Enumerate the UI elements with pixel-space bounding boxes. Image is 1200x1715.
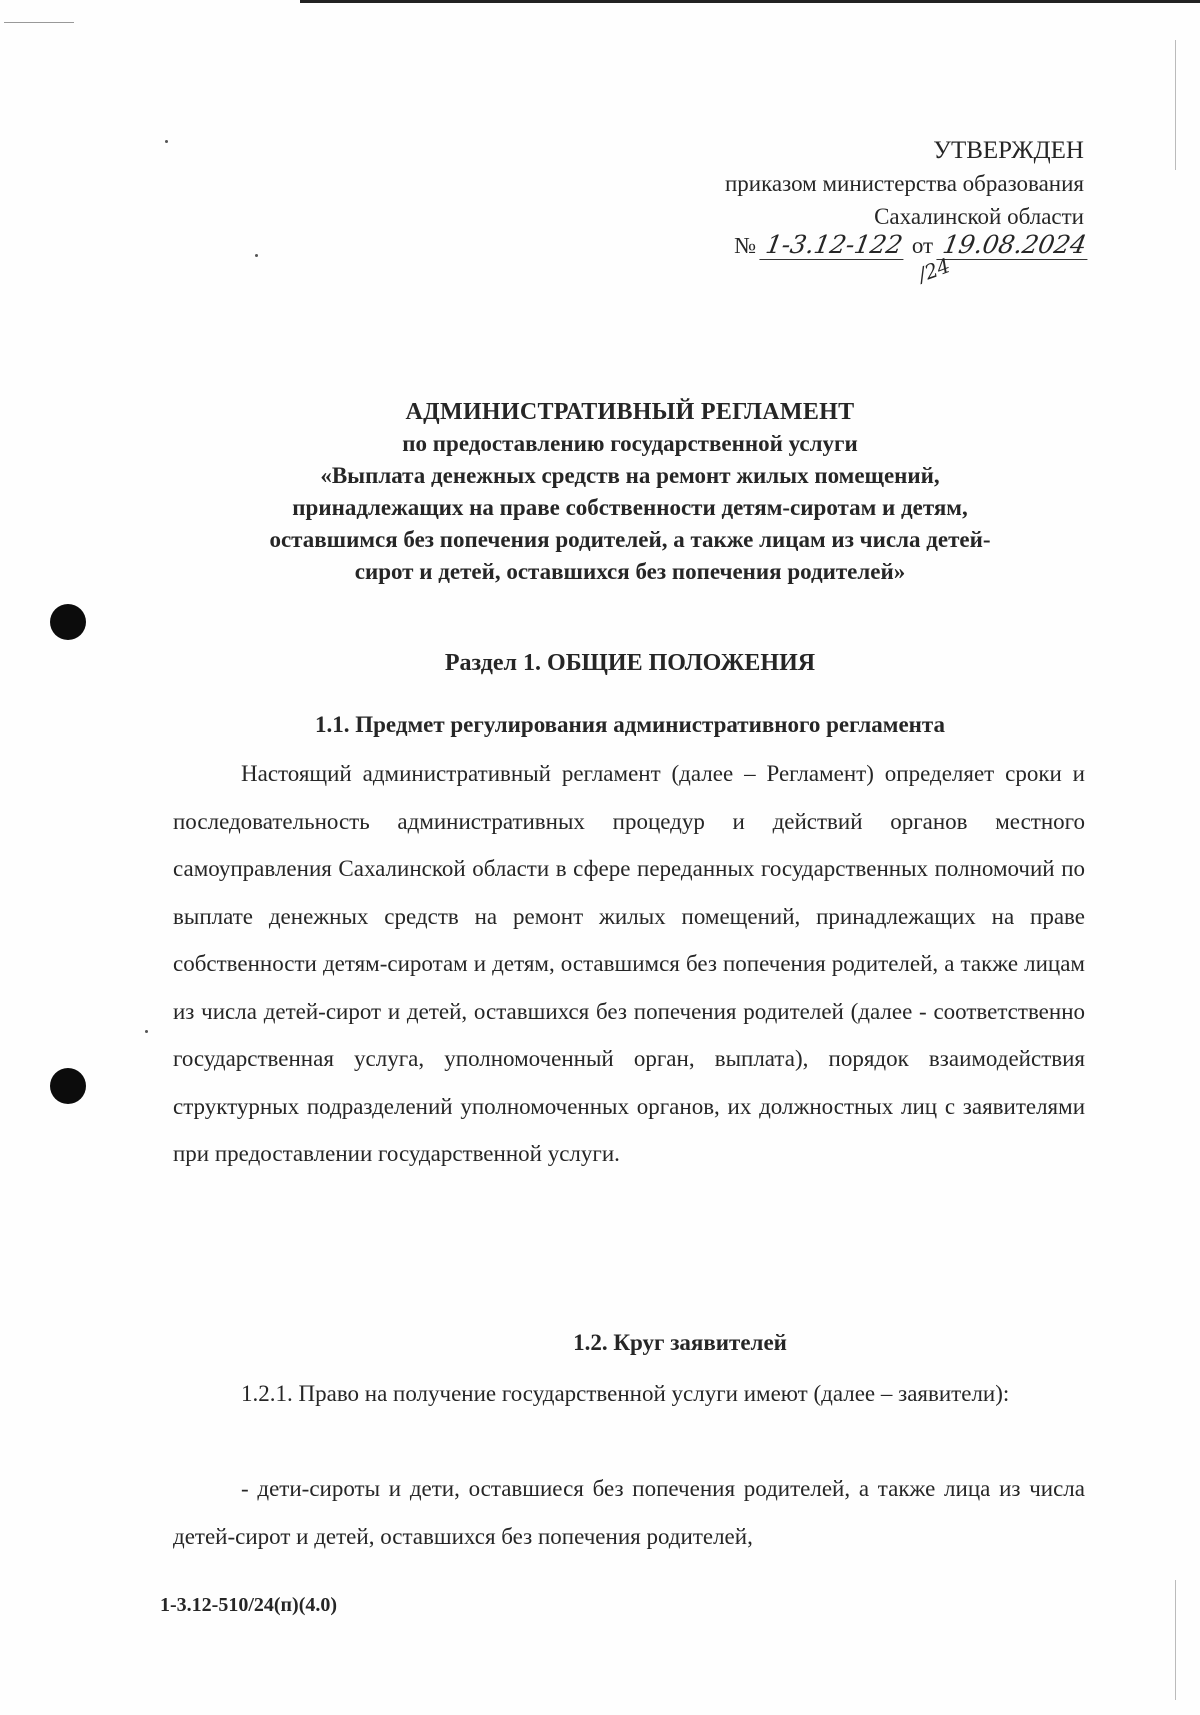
scan-speck <box>255 254 258 257</box>
approval-number-line <box>734 230 1090 260</box>
handwritten-order-number: 1-3.12-122 <box>759 230 908 260</box>
handwritten-signature-mark: /24 <box>914 253 954 287</box>
paragraph-1-2-1: 1.2.1. Право на получение государственной услуги имеют (далее – заявители): <box>241 1381 1010 1406</box>
scan-top-border <box>300 0 1200 3</box>
scan-right-edge <box>1175 1580 1176 1700</box>
paragraph-1-1: Настоящий административный регламент (далее – Регламент) определяет сроки и последовательность административных процедур и действий органов местного самоуправления Сахалинской области в сфере переданных государственных полномочий по выплате денежных средств на ремонт жилых помещений, принадлежащих на праве собственности детям-сиротам и детям, оставшимся без попечения родителей, а также лицам из числа детей-сирот и детей, оставшихся без попечения родителей (далее - соответственно государственная услуга, уполномоченный орган, выплата), порядок взаимодействия структурных подразделений уполномоченных органов, их должностных лиц с заявителями при предоставлении государственной услуги. <box>173 761 1085 1166</box>
punch-hole-lower <box>50 1068 86 1104</box>
title-line-3: принадлежащих на праве собственности детям-сиротам и детям, <box>292 495 968 520</box>
handwritten-order-date: 19.08.2024 <box>936 230 1092 260</box>
document-title-block <box>180 396 1080 588</box>
section-heading: Раздел 1. ОБЩИЕ ПОЛОЖЕНИЯ <box>444 650 816 676</box>
scan-speck <box>4 22 74 23</box>
paragraph-1-2-1-item: - дети-сироты и дети, оставшиеся без попечения родителей, а также лица из числа детей-сирот и детей, оставшихся без попечения родителей, <box>173 1476 1085 1549</box>
title-line-1: по предоставлению государственной услуги <box>402 431 858 456</box>
title-line-2: «Выплата денежных средств на ремонт жилых помещений, <box>320 463 940 488</box>
approval-block <box>604 134 1084 233</box>
approved-label: УТВЕРЖДЕН <box>933 137 1084 164</box>
punch-hole-upper <box>50 604 86 640</box>
number-prefix: № <box>734 233 757 258</box>
subsection-heading-1-2: 1.2. Круг заявителей <box>573 1330 787 1355</box>
approval-line-1: приказом министерства образования <box>724 171 1084 196</box>
title-line-4: оставшимся без попечения родителей, а также лицам из числа детей- <box>269 527 991 552</box>
title-line-5: сирот и детей, оставшихся без попечения родителей» <box>354 559 906 584</box>
subsection-heading-1-1: 1.1. Предмет регулирования административного регламента <box>314 712 946 737</box>
scan-right-edge <box>1175 40 1176 170</box>
scan-speck <box>145 1030 148 1033</box>
date-prefix: от <box>911 233 934 258</box>
document-title: АДМИНИСТРАТИВНЫЙ РЕГЛАМЕНТ <box>405 399 855 425</box>
document-code: 1-3.12-510/24(п)(4.0) <box>160 1594 338 1616</box>
approval-line-2: Сахалинской области <box>874 204 1084 229</box>
scan-speck <box>165 140 168 143</box>
